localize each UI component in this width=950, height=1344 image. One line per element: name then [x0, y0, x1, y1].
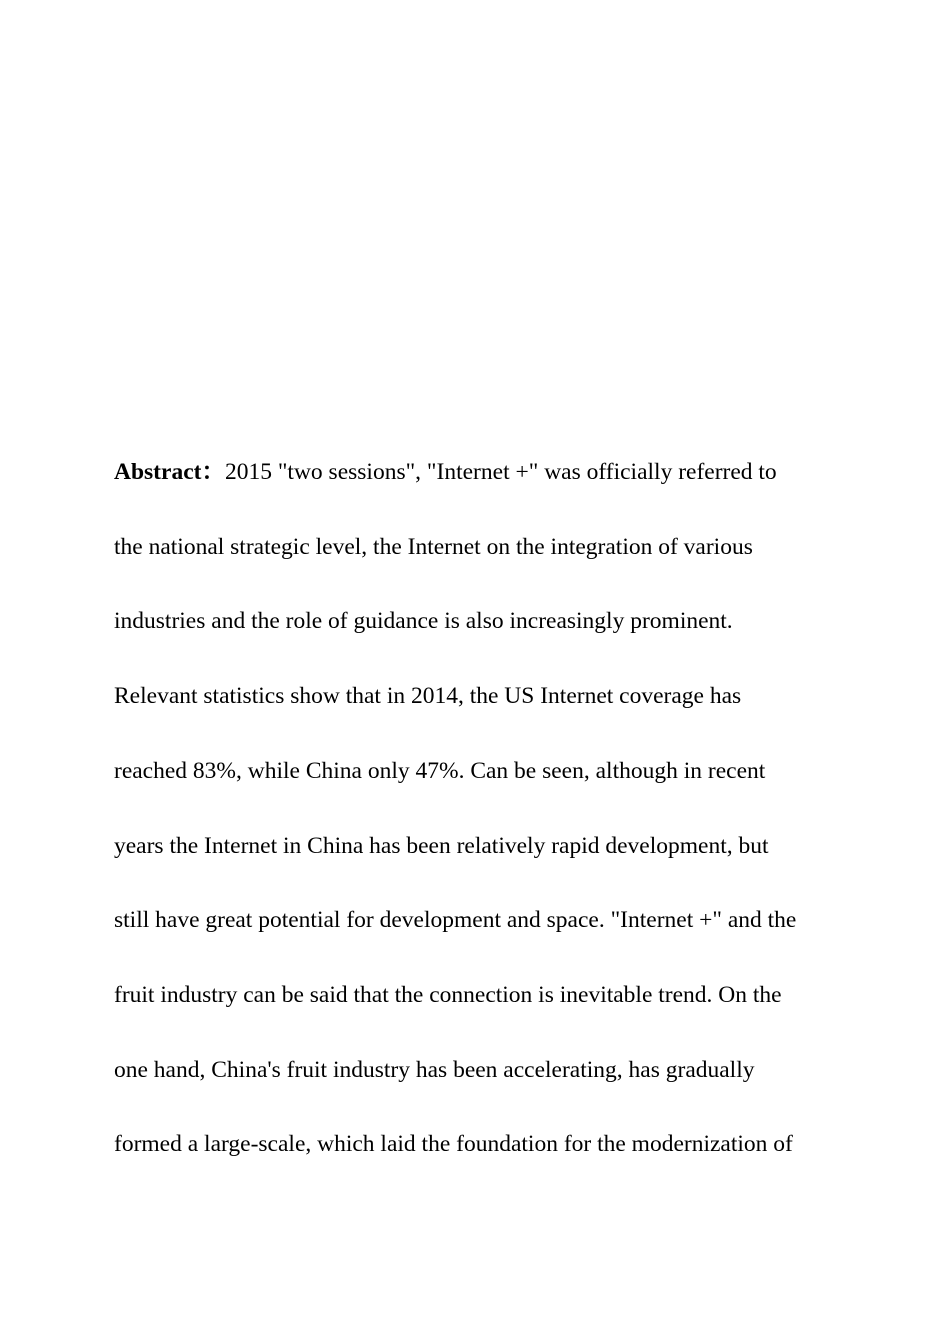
abstract-label: Abstract： [114, 459, 225, 485]
abstract-line: one hand, China's fruit industry has been accelerating, has gradually [114, 1057, 755, 1083]
abstract-line: Relevant statistics show that in 2014, the US Internet coverage has [114, 683, 742, 709]
abstract-line-text: 2015 "two sessions", "Internet +" was officially referred to [224, 459, 777, 485]
abstract-line: industries and the role of guidance is also increasingly prominent. [114, 608, 733, 634]
abstract-line: the national strategic level, the Internet on the integration of various [114, 534, 753, 560]
abstract-line: formed a large-scale, which laid the foundation for the modernization of [114, 1131, 793, 1157]
abstract-line: reached 83%, while China only 47%. Can be seen, although in recent [114, 758, 766, 784]
abstract-line: still have great potential for development and space. "Internet +" and the [114, 907, 797, 933]
abstract-line: fruit industry can be said that the connection is inevitable trend. On the [114, 982, 782, 1008]
abstract-line [114, 457, 777, 487]
abstract-line: years the Internet in China has been relatively rapid development, but [114, 833, 769, 859]
